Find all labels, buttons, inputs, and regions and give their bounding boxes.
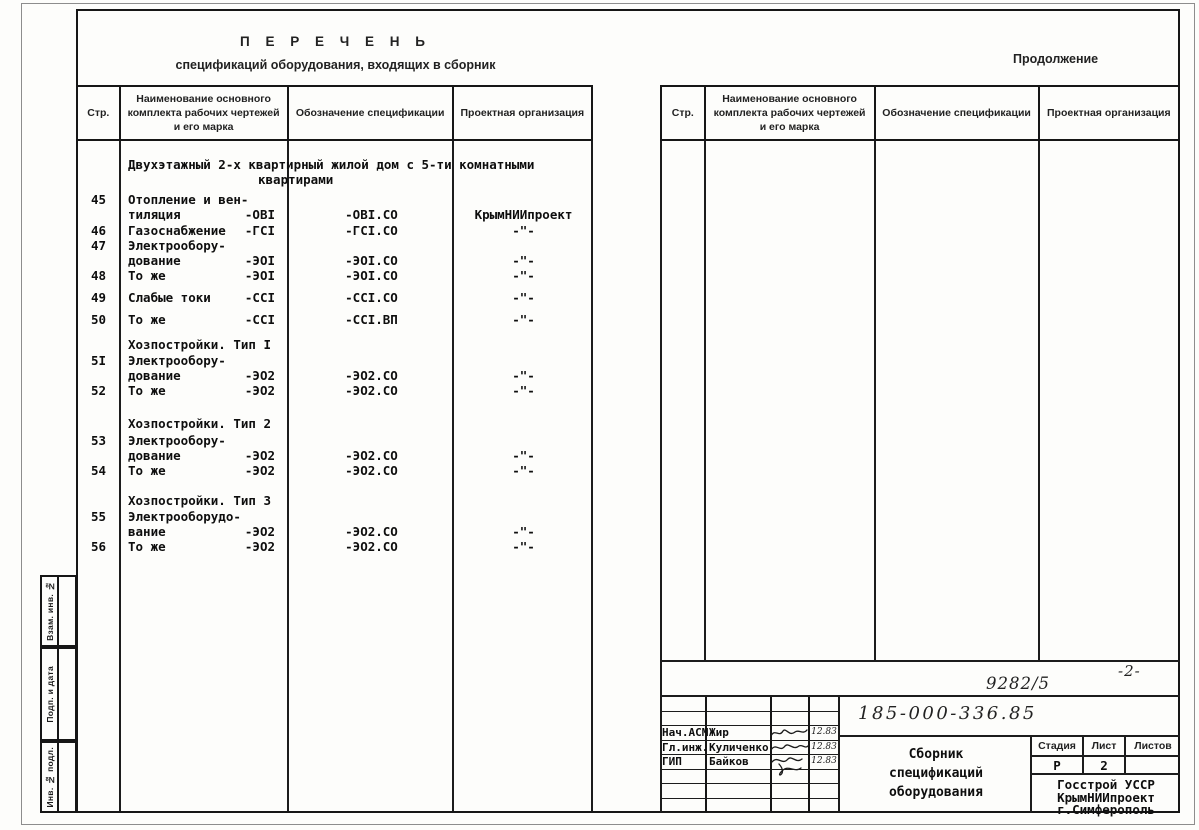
- cell-page: [76, 524, 121, 539]
- cell-page: 52: [90, 383, 107, 398]
- stamp-line: [1030, 773, 1180, 775]
- cell-person: [707, 697, 772, 712]
- doc-ref-handwritten: 9282/5: [986, 674, 1051, 693]
- cell-spec: -ОВI.СО: [345, 207, 398, 222]
- cell-org: [454, 238, 593, 253]
- cell-person: Байков: [707, 755, 772, 770]
- margin-box-vzam: [40, 575, 77, 647]
- cell-mark: -ЭО2: [244, 448, 275, 463]
- cell-name: Электрооборудо-: [128, 509, 241, 524]
- signature-squiggle: [768, 741, 812, 755]
- cell-name: То же -ЭО2: [128, 463, 275, 478]
- cell-name: Электрообору-: [128, 238, 226, 253]
- cell-spec: [289, 353, 454, 368]
- signature-row: [660, 799, 840, 814]
- section-row: [76, 493, 593, 508]
- signature-row: [660, 726, 840, 741]
- sheets-label: Листов: [1134, 740, 1172, 752]
- sheets-value: [1126, 757, 1180, 773]
- cell-mark: -ЭО2: [244, 539, 275, 554]
- cell-name: То же -ЭО2: [128, 383, 275, 398]
- cell-name: Отопление и вен-: [128, 192, 249, 207]
- cell-spec: -ЭО2.СО: [345, 448, 398, 463]
- table-row: [76, 383, 593, 398]
- cell-org: -"-: [512, 463, 535, 478]
- cell-page: 55: [90, 509, 107, 524]
- stage-value: Р: [1053, 758, 1061, 773]
- cell-date: [810, 799, 840, 814]
- cell-mark: -ЭО2: [244, 524, 275, 539]
- page-subtitle: спецификаций оборудования, входящих в сборник: [175, 58, 496, 72]
- cell-name: дование -ЭО2: [128, 448, 275, 463]
- cell-page: [76, 448, 121, 463]
- cell-org: -"-: [512, 253, 535, 268]
- section-title: Хозпостройки. Тип 3: [128, 493, 271, 508]
- sheet-page-number: -2-: [1118, 662, 1141, 680]
- cell-person: [707, 712, 772, 727]
- signature-row: [660, 784, 840, 799]
- cell-org: КрымНИИпроект: [474, 207, 573, 222]
- cell-date: [810, 712, 840, 727]
- section-row: [76, 416, 593, 431]
- right-table-column-line: [704, 141, 706, 660]
- cell-role: [660, 697, 707, 712]
- cell-spec: [289, 433, 454, 448]
- cell-org: [454, 353, 593, 368]
- cell-name: Электрообору-: [128, 353, 226, 368]
- section-row: [76, 172, 593, 187]
- table-row: [76, 353, 593, 368]
- cell-role: [660, 799, 707, 814]
- table-row: [76, 223, 593, 238]
- document-title-block: [78, 34, 593, 72]
- table-row: [76, 253, 593, 268]
- cell-page: 56: [90, 539, 107, 554]
- cell-spec: -ЭО2.СО: [345, 524, 398, 539]
- left-header-name: Наименование основного комплекта рабочих чертежей и его марка: [121, 85, 289, 141]
- signature-squiggle: [768, 755, 812, 781]
- table-row: [76, 290, 593, 305]
- cell-spec: [289, 238, 454, 253]
- cell-role: [660, 712, 707, 727]
- cell-signature: [772, 712, 810, 727]
- cell-page: 50: [90, 312, 107, 327]
- cell-role: [660, 784, 707, 799]
- cell-name: Газоснабжение -ГСI: [128, 223, 275, 238]
- cell-signature: [772, 726, 810, 741]
- stamp-org-line: КрымНИИпроект: [1057, 789, 1155, 805]
- cell-name: Слабые токи -ССI: [128, 290, 275, 305]
- table-row: [76, 433, 593, 448]
- stamp-line: [1124, 737, 1126, 775]
- right-table-column-line: [874, 141, 876, 660]
- table-row: [76, 312, 593, 327]
- right-header-name: Наименование основного комплекта рабочих чертежей и его марка: [706, 85, 876, 141]
- cell-spec: -ЭОI.СО: [345, 253, 398, 268]
- cell-page: [76, 207, 121, 222]
- signature-row: [660, 741, 840, 756]
- cell-page: 53: [90, 433, 107, 448]
- cell-org: -"-: [512, 223, 535, 238]
- cell-signature: [772, 697, 810, 712]
- cell-name: тиляция -ОВI: [128, 207, 275, 222]
- cell-signature: [772, 755, 810, 770]
- cell-name: дование -ЭО2: [128, 368, 275, 383]
- stamp-title-line: спецификаций: [889, 766, 983, 781]
- table-row: [76, 539, 593, 554]
- table-row: [76, 509, 593, 524]
- signature-squiggle: [768, 726, 812, 740]
- signature-row: [660, 770, 840, 785]
- cell-org: -"-: [512, 290, 535, 305]
- section-row: [76, 157, 593, 172]
- cell-spec: -ЭО2.СО: [345, 539, 398, 554]
- stage-label: Стадия: [1038, 740, 1076, 752]
- cell-mark: -ЭОI: [244, 268, 275, 283]
- cell-mark: -ЭО2: [244, 463, 275, 478]
- cell-signature: [772, 799, 810, 814]
- cell-org: -"-: [512, 368, 535, 383]
- section-row: [76, 337, 593, 352]
- margin-label: Подп. и дата: [42, 649, 59, 739]
- left-table-header: [76, 85, 593, 141]
- cell-org: [454, 433, 593, 448]
- sheet-value: 2: [1100, 758, 1108, 773]
- stamp-document-title: [842, 745, 1030, 802]
- section-title: Хозпостройки. Тип I: [128, 337, 271, 352]
- stamp-line: [1082, 737, 1084, 775]
- cell-org: [454, 509, 593, 524]
- cell-person: [707, 784, 772, 799]
- stamp-title-line: Сборник: [908, 747, 964, 762]
- table-row: [76, 238, 593, 253]
- cell-page: 45: [90, 192, 107, 207]
- stamp-title-line: оборудования: [889, 785, 983, 800]
- cell-org: -"-: [512, 524, 535, 539]
- cell-date: [810, 784, 840, 799]
- right-table-column-line: [1038, 141, 1040, 660]
- cell-page: [76, 368, 121, 383]
- cell-date: 12.83: [810, 741, 840, 756]
- cell-date: 12.83: [810, 755, 840, 770]
- table-row: [76, 463, 593, 478]
- section-title: Двухэтажный 2-х квартирный жилой дом с 5-ти комнатными: [128, 157, 535, 172]
- cell-org: -"-: [512, 268, 535, 283]
- cell-mark: -ГСI: [244, 223, 275, 238]
- cell-person: [707, 770, 772, 785]
- cell-spec: -ССI.СО: [345, 290, 398, 305]
- continuation-label: Продолжение: [1013, 52, 1099, 66]
- cell-spec: [289, 192, 454, 207]
- stamp-divider: [838, 697, 840, 813]
- cell-mark: -ССI: [244, 290, 275, 305]
- margin-label: Взам. инв. №: [42, 577, 59, 645]
- cell-page: 46: [90, 223, 107, 238]
- left-header-org: Проектная организация: [454, 85, 593, 141]
- cell-spec: -ЭО2.СО: [345, 368, 398, 383]
- cell-mark: -ЭО2: [244, 368, 275, 383]
- cell-role: [660, 770, 707, 785]
- cell-date: [810, 770, 840, 785]
- cell-spec: -ГСI.СО: [345, 223, 398, 238]
- page-title: П Е Р Е Ч Е Н Ь: [240, 34, 431, 49]
- signature-row: [660, 755, 840, 770]
- cell-name: То же -ЭОI: [128, 268, 275, 283]
- right-header-page: Стр.: [660, 85, 706, 141]
- cell-page: 54: [90, 463, 107, 478]
- cell-person: Жир: [707, 726, 772, 741]
- left-table-body: [76, 141, 593, 554]
- right-table-bottom-border: [660, 660, 1180, 662]
- margin-label: Инв. № подл.: [42, 743, 59, 811]
- table-row: [76, 448, 593, 463]
- table-row: [76, 524, 593, 539]
- cell-name: Электрообору-: [128, 433, 226, 448]
- margin-box-podp: [40, 647, 77, 741]
- right-table-header: [660, 85, 1180, 141]
- cell-date: 12.83: [810, 726, 840, 741]
- section-title: Хозпостройки. Тип 2: [128, 416, 271, 431]
- cell-page: 47: [90, 238, 107, 253]
- stamp-org-line: Госстрой УССР: [1057, 777, 1155, 792]
- table-row: [76, 207, 593, 222]
- signature-row: [660, 712, 840, 727]
- cell-org: -"-: [512, 539, 535, 554]
- cell-mark: -ОВI: [244, 207, 275, 222]
- cell-org: -"-: [512, 383, 535, 398]
- cell-org: -"-: [512, 448, 535, 463]
- left-header-page: Стр.: [76, 85, 121, 141]
- cell-date: [810, 697, 840, 712]
- table-row: [76, 268, 593, 283]
- stamp-doc-number: 185-000-336.85: [858, 703, 1037, 724]
- left-header-spec: Обозначение спецификации: [289, 85, 454, 141]
- cell-page: [76, 253, 121, 268]
- cell-mark: -ЭО2: [244, 383, 275, 398]
- cell-mark: -ЭОI: [244, 253, 275, 268]
- cell-name: То же -ССI: [128, 312, 275, 327]
- cell-spec: [289, 509, 454, 524]
- cell-mark: -ССI: [244, 312, 275, 327]
- cell-signature: [772, 784, 810, 799]
- cell-name: вание -ЭО2: [128, 524, 275, 539]
- cell-name: То же -ЭО2: [128, 539, 275, 554]
- cell-role: Нач.АСМ: [662, 726, 709, 739]
- signature-row: [660, 697, 840, 712]
- stamp-organization: [1032, 777, 1180, 817]
- right-header-org: Проектная организация: [1040, 85, 1180, 141]
- cell-org: [454, 192, 593, 207]
- cell-org: -"-: [512, 312, 535, 327]
- cell-page: 5I: [90, 353, 107, 368]
- section-title: квартирами: [258, 172, 334, 187]
- cell-spec: -ССI.ВП: [345, 312, 398, 327]
- cell-page: 48: [90, 268, 107, 283]
- stamp-org-line: г.Симферополь: [1057, 802, 1155, 817]
- cell-role: ГИП: [660, 755, 707, 770]
- cell-spec: -ЭО2.СО: [345, 463, 398, 478]
- table-row: [76, 192, 593, 207]
- cell-spec: -ЭОI.СО: [345, 268, 398, 283]
- cell-page: 49: [90, 290, 107, 305]
- table-row: [76, 368, 593, 383]
- right-header-spec: Обозначение спецификации: [876, 85, 1040, 141]
- margin-box-inv: [40, 741, 77, 813]
- cell-person: Куличенко: [707, 741, 772, 756]
- cell-spec: -ЭО2.СО: [345, 383, 398, 398]
- cell-person: [707, 799, 772, 814]
- cell-signature: [772, 741, 810, 756]
- signature-grid: [660, 697, 840, 813]
- sheet-label: Лист: [1091, 740, 1117, 752]
- stamp-line: [840, 735, 1180, 737]
- cell-name: дование -ЭОI: [128, 253, 275, 268]
- cell-role: Гл.инж.: [662, 740, 709, 754]
